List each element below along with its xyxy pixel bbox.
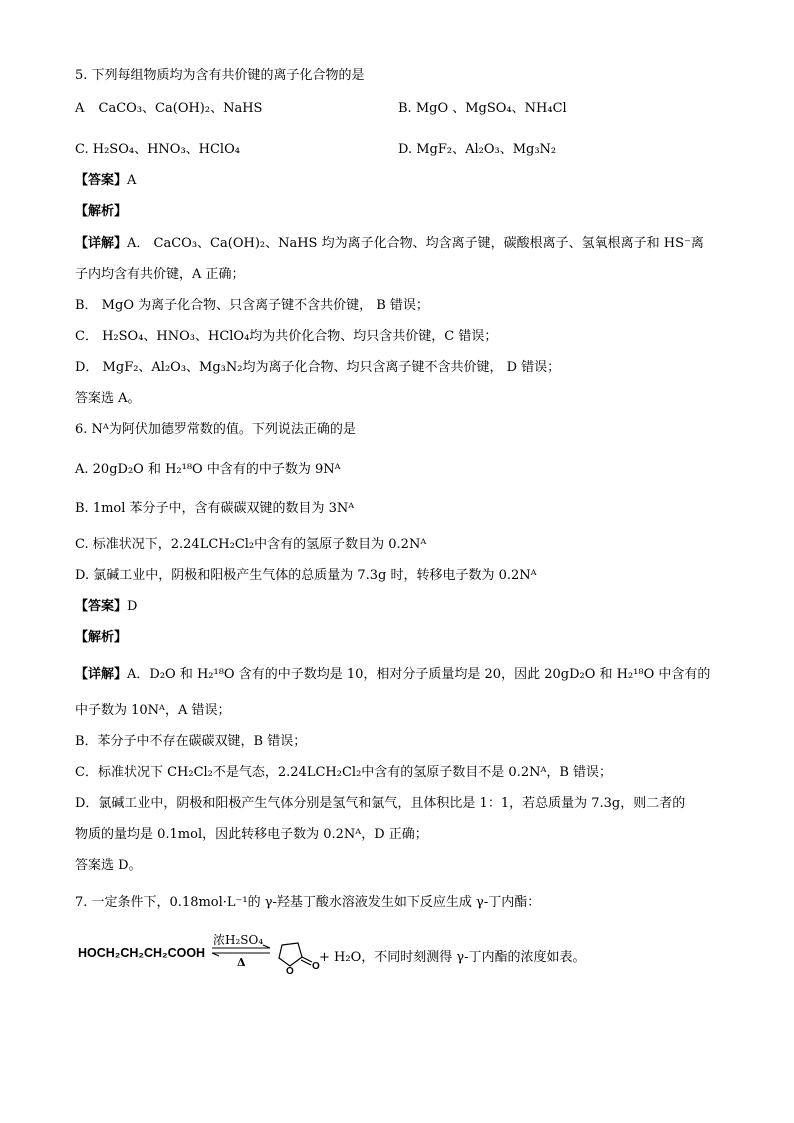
svg-text:O: O <box>312 961 320 972</box>
gamma-butyrolactone-structure-icon <box>273 935 319 975</box>
q5-detail-c: C． H₂SO₄、HNO₃、HClO₄均为共价化合物、均只含共价键，C 错误； <box>75 329 498 344</box>
q6-detail-a-line1: 【详解】A．D₂O 和 H₂¹⁸O 含有的中子数均是 10，相对分子质量均是 20，因此 20gD₂O 和 H₂¹⁸O 中含有的 <box>75 667 711 682</box>
q6-conclusion: 答案选 D。 <box>75 858 142 873</box>
q6-detail-d-line2: 物质的量均是 0.1mol，因此转移电子数为 0.2Nᴬ，D 正确； <box>75 827 428 842</box>
q6-analysis-label: 【解析】 <box>75 630 128 645</box>
q7-reaction-equation <box>75 932 755 976</box>
q7-reactant: HOCH₂CH₂CH₂COOH <box>78 946 206 960</box>
q6-option-c: C. 标准状况下，2.24LCH₂Cl₂中含有的氢原子数目为 0.2Nᴬ <box>75 537 427 552</box>
q5-option-b: B. MgO 、MgSO₄、NH₄Cl <box>398 101 567 116</box>
q6-answer-label: 【答案】 <box>75 599 128 614</box>
q5-analysis-label: 【解析】 <box>75 204 128 219</box>
q5-detail-label: 【详解】 <box>75 236 128 251</box>
q7-reaction-tail: + H₂O，不同时刻测得 γ-丁内酯的浓度如表。 <box>319 950 586 965</box>
q5-detail-a-line2: 子内均含有共价键，A 正确； <box>75 267 245 282</box>
q6-option-a: A. 20gD₂O 和 H₂¹⁸O 中含有的中子数为 9Nᴬ <box>75 462 341 477</box>
q5-detail-b: B． MgO 为离子化合物、只含离子键不含共价键， B 错误； <box>75 298 429 313</box>
q6-detail-a-line2: 中子数为 10Nᴬ，A 错误； <box>75 703 231 718</box>
q7-condition-bottom: Δ <box>237 956 246 969</box>
q6-answer <box>75 598 137 616</box>
q5-answer <box>75 172 136 190</box>
q5-option-c: C. H₂SO₄、HNO₃、HClO₄ <box>75 142 240 157</box>
q5-detail-d: D． MgF₂、Al₂O₃、Mg₃N₂均为离子化合物、均只含离子键不含共价键， D 错误； <box>75 360 561 375</box>
q6-detail-label: 【详解】 <box>75 667 128 682</box>
q5-stem: 5. 下列每组物质均为含有共价键的离子化合物的是 <box>75 68 365 83</box>
q5-option-a-text: CaCO₃、Ca(OH)₂、NaHS <box>98 101 263 116</box>
q5-option-a <box>75 100 262 118</box>
q7-condition-top: 浓H₂SO₄ <box>213 933 264 947</box>
q6-detail-d-line1: D．氯碱工业中，阴极和阳极产生气体分别是氢气和氯气，且体积比是 1：1，若总质量为 7.3g，则二者的 <box>75 796 686 811</box>
q5-option-a-label: A <box>75 101 85 116</box>
q5-answer-label: 【答案】 <box>75 173 128 188</box>
q5-option-d: D. MgF₂、Al₂O₃、Mg₃N₂ <box>398 142 557 157</box>
q6-detail-c: C．标准状况下 CH₂Cl₂不是气态，2.24LCH₂Cl₂中含有的氢原子数目不是 0.2Nᴬ，B 错误； <box>75 765 613 780</box>
svg-text:O: O <box>286 966 294 977</box>
q6-option-b: B. 1mol 苯分子中，含有碳碳双键的数目为 3Nᴬ <box>75 501 355 516</box>
q7-stem: 7. 一定条件下，0.18mol·L⁻¹的 γ-羟基丁酸水溶液发生如下反应生成 γ-丁内酯： <box>75 895 541 910</box>
q5-conclusion: 答案选 A。 <box>75 391 141 406</box>
q6-option-d: D. 氯碱工业中，阴极和阳极产生气体的总质量为 7.3g 时，转移电子数为 0.2Nᴬ <box>75 568 537 583</box>
q6-detail-b: B．苯分子中不存在碳碳双键，B 错误； <box>75 734 307 749</box>
q5-answer-value: A <box>127 173 137 188</box>
q6-answer-value: D <box>127 599 138 614</box>
q6-stem: 6. Nᴬ为阿伏加德罗常数的值。下列说法正确的是 <box>75 422 356 437</box>
q5-detail-a-line1: 【详解】A． CaCO₃、Ca(OH)₂、NaHS 均为离子化合物、均含离子键，碳酸根离子、氢氧根离子和 HS⁻离 <box>75 236 704 251</box>
